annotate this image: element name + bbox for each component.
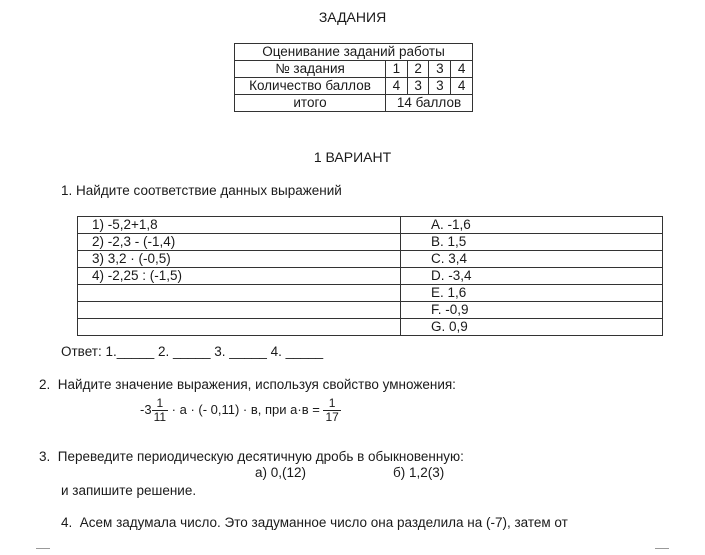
table-row [78, 217, 663, 234]
question-number: 1. [61, 183, 73, 198]
expression-cell [78, 302, 401, 319]
task-number-cell: 4 [451, 61, 473, 78]
fraction-1-11 [152, 397, 168, 424]
score-table-caption: Оценивание заданий работы [235, 44, 473, 61]
answer-option-cell: E. 1,6 [401, 285, 663, 302]
question-text: Найдите соответствие данных выражений [76, 183, 342, 198]
question-4 [61, 515, 568, 530]
option-b: б) 1,2(3) [393, 465, 445, 480]
expr-prefix: -3 [140, 401, 152, 417]
variant-title: 1 ВАРИАНТ [313, 149, 392, 165]
expr-middle: · a · (- 0,11) · в, при a·в = [171, 401, 320, 417]
answer-option-cell: G. 0,9 [401, 319, 663, 336]
expression-cell: 1) -5,2+1,8 [78, 217, 401, 234]
table-row [78, 234, 663, 251]
task-number-cell: 2 [407, 61, 429, 78]
question-text: Асем задумала число. Это задуманное число она разделила на (-7), затем от [79, 515, 568, 530]
task-number-label: № задания [235, 61, 386, 78]
points-label: Количество баллов [235, 78, 386, 95]
option-a: а) 0,(12) [255, 465, 307, 480]
expression-cell [78, 285, 401, 302]
page-corner-mark [36, 548, 50, 555]
matching-table [77, 216, 663, 336]
page-title: ЗАДАНИЯ [318, 9, 387, 25]
answer-option-cell: B. 1,5 [401, 234, 663, 251]
table-row [78, 319, 663, 336]
answer-option-cell: D. -3,4 [401, 268, 663, 285]
expression-cell: 2) -2,3 - (-1,4) [78, 234, 401, 251]
table-row [78, 268, 663, 285]
table-row [78, 251, 663, 268]
total-label: итого [235, 95, 386, 112]
points-cell: 4 [451, 78, 473, 95]
expression-cell: 4) -2,25 : (-1,5) [78, 268, 401, 285]
fraction-denominator: 11 [153, 410, 167, 424]
answer-line: Ответ: 1._____ 2. _____ 3. _____ 4. _____ [61, 344, 324, 359]
points-cell: 3 [407, 78, 429, 95]
fraction-denominator: 17 [325, 410, 339, 424]
expression-cell: 3) 3,2 · (-0,5) [78, 251, 401, 268]
question-1 [61, 183, 342, 198]
fraction-1-17 [323, 397, 340, 424]
question-text: Переведите периодическую десятичную дробь в обыкновенную: [57, 449, 464, 464]
answer-option-cell: F. -0,9 [401, 302, 663, 319]
question-number: 4. [61, 515, 73, 530]
question-number: 3. [39, 449, 51, 464]
total-value: 14 баллов [386, 95, 473, 112]
question-text: Найдите значение выражения, используя свойство умножения: [57, 377, 456, 392]
table-row [78, 302, 663, 319]
q3-footer: и запишите решение. [61, 483, 197, 498]
task-number-cell: 1 [386, 61, 408, 78]
page-corner-mark [655, 548, 669, 555]
fraction-numerator: 1 [323, 397, 340, 411]
fraction-numerator: 1 [152, 397, 168, 411]
question-number: 2. [39, 377, 51, 392]
points-cell: 4 [386, 78, 408, 95]
q2-expression [140, 397, 341, 424]
points-cell: 3 [429, 78, 451, 95]
table-row [78, 285, 663, 302]
score-table [234, 43, 473, 112]
task-number-cell: 3 [429, 61, 451, 78]
expression-cell [78, 319, 401, 336]
question-3 [39, 449, 464, 464]
answer-option-cell: C. 3,4 [401, 251, 663, 268]
question-2 [39, 377, 456, 392]
answer-option-cell: A. -1,6 [401, 217, 663, 234]
